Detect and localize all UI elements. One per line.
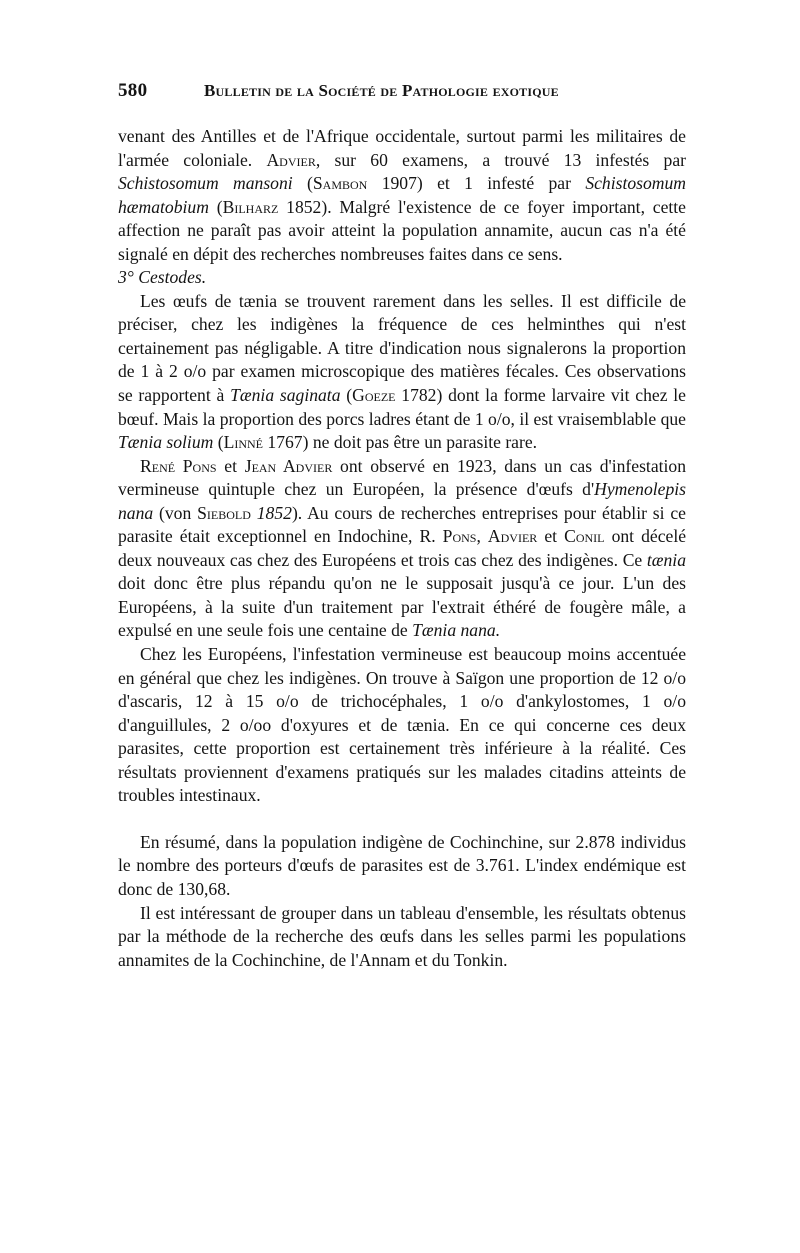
page-number: 580 [118,80,148,101]
body-text [118,125,686,972]
paragraph-5: En résumé, dans la population indigène de Cochinchine, sur 2.878 individus le nombre des porteurs d'œufs de parasites est de 3.761. L'index endémique est donc de 130,68. [118,831,686,899]
author-name: Siebold [197,502,251,523]
species-name: Schistosomum hæmatobium [118,173,687,217]
page-header [118,80,702,104]
species-name: tænia [646,549,686,570]
paragraph-4: Chez les Européens, l'infestation vermineuse est beaucoup moins accentuée en général que chez les indigènes. On trouve à Saïgon une proportion de 12 o/o d'ascaris, 12 à 15 o/o de trichocéphales, 1 o/o d'ankylostomes, 1 o/o d'anguillules, 2 o/oo d'oxyures et de tænia. En ce qui concerne ces deux parasites, cette proportion est certainement très inférieure à la réalité. Ces résultats proviennent d'examens pratiqués sur les malades citadins atteints de troubles intestinaux. [118,644,686,806]
species-name: Tænia saginata [230,385,341,406]
species-name: Hymenolepis nana [118,479,686,523]
paragraph-gap [118,808,686,831]
paragraph-1: venant des Antilles et de l'Afrique occidentale, surtout parmi les militaires de l'armée coloniale. Advier, sur 60 examens, a trouvé 13 infestés par Schistosomum mansoni (Sambon 1907) et 1 infesté par Schistosomum hæmatobium (Bilharz 1852). Malgré l'existence de ce foyer important, cette affection ne paraît pas avoir atteint la population annamite, aucun cas n'a été signalé en dépit des recherches nombreuses faites dans ce sens. [118,126,687,264]
author-name: Advier [266,149,316,170]
species-name: Tænia solium [118,432,214,453]
running-title: Bulletin de la Société de Pathologie exotique [204,81,559,100]
author-name: Goeze [352,385,396,406]
paragraph-3: René Pons et Jean Advier ont observé en 1923, dans un cas d'infestation vermineuse quintuple chez un Européen, la présence d'œufs d'Hymenolepis nana (von Siebold 1852). Au cours de recherches entreprises pour établir si ce parasite était exceptionnel en Indochine, R. Pons, Advier et Conil ont décelé deux nouveaux cas chez des Européens et trois cas chez des indigènes. Ce tænia doit donc être plus répandu qu'on ne le supposait jusqu'à ce jour. L'un des Européens, à la suite d'un traitement par l'extrait éthéré de fougère mâle, a expulsé en une seule fois une centaine de Tænia nana. [118,455,687,641]
paragraph-6: Il est intéressant de grouper dans un tableau d'ensemble, les résultats obtenus par la méthode de la recherche des œufs dans les selles parmi les populations annamites de la Cochinchine, de l'Annam et du Tonkin. [118,902,686,970]
species-name: Tænia nana. [412,620,501,641]
author-name: Pons [442,526,477,547]
paragraph-2: Les œufs de tænia se trouvent rarement dans les selles. Il est difficile de préciser, chez les indigènes la fréquence de ces helminthes qui n'est certainement pas négligable. A titre d'indication nous signalerons la proportion de 1 à 2 o/o par examen microscopique des matières fécales. Ces observations se rapportent à Tænia saginata (Goeze 1782) dont la forme larvaire vit chez le bœuf. Mais la proportion des porcs ladres étant de 1 o/o, il est vraisemblable que Tænia solium (Linné 1767) ne doit pas être un parasite rare. [118,290,686,453]
author-name: Advier [487,526,538,547]
section-heading: 3° Cestodes. [118,267,207,288]
author-name: Jean Advier [244,455,333,476]
author-name: Conil [564,526,605,547]
author-name: Linné [223,432,263,453]
author-name: René Pons [140,455,217,476]
author-name: Bilharz [222,196,279,217]
species-name: Schistosomum mansoni [118,173,293,194]
author-name: Sambon [312,173,368,194]
year: 1852 [256,502,292,523]
